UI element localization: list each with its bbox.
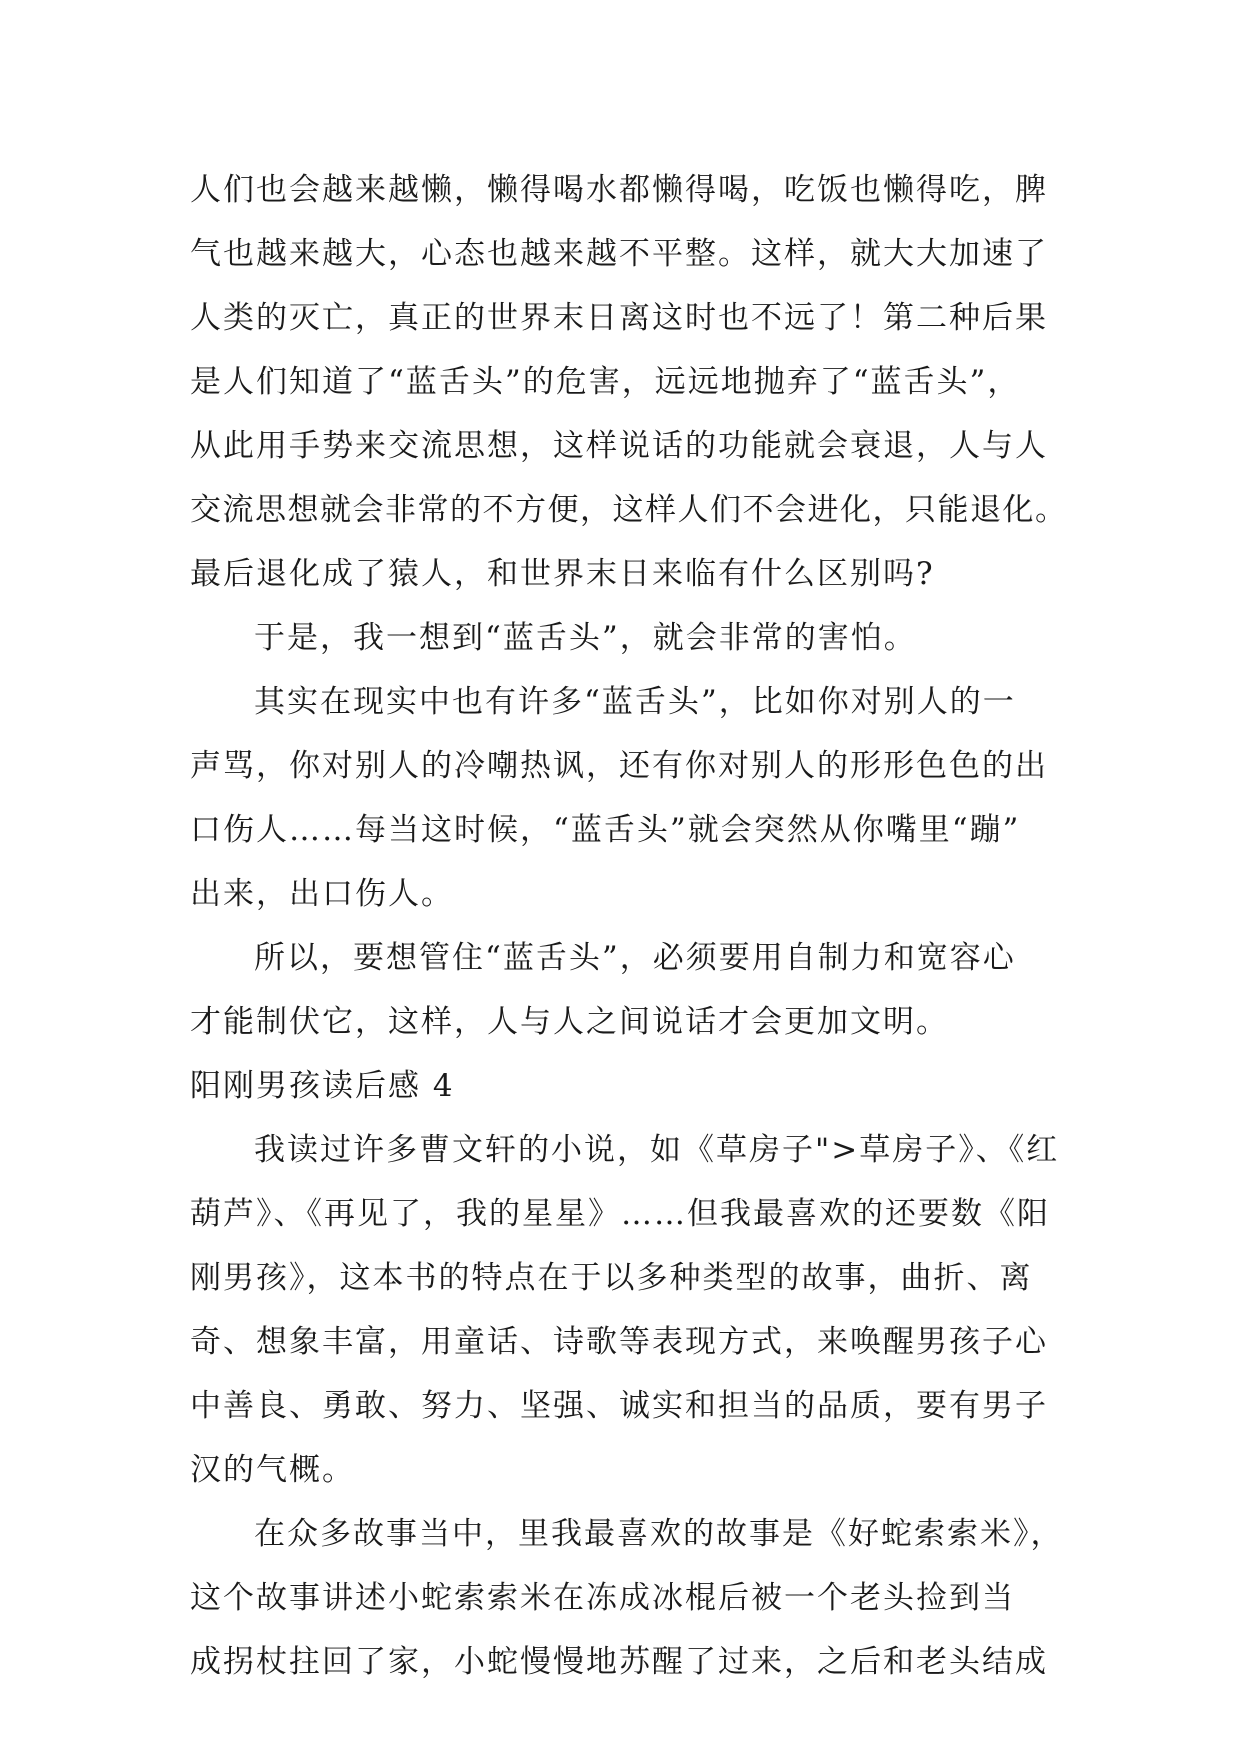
text-line: 这个故事讲述小蛇索索米在冻成冰棍后被一个老头捡到当	[190, 1580, 1015, 1616]
text-line: 中善良、勇敢、努力、坚强、诚实和担当的品质，要有男子	[190, 1388, 1048, 1424]
text-line: 最后退化成了猿人，和世界末日来临有什么区别吗?	[190, 556, 935, 592]
paragraph-first-line: 我读过许多曹文轩的小说，如《草房子">草房子》、《红	[254, 1132, 1060, 1168]
text-line: 奇、想象丰富，用童话、诗歌等表现方式，来唤醒男孩子心	[190, 1324, 1048, 1360]
paragraph-first-line: 在众多故事当中，里我最喜欢的故事是《好蛇索索米》，	[254, 1516, 1064, 1552]
text-line: 气也越来越大，心态也越来越不平整。这样，就大大加速了	[190, 236, 1048, 272]
text-line: 口伤人……每当这时候，“蓝舌头”就会突然从你嘴里“蹦”	[190, 812, 1021, 848]
text-line: 是人们知道了“蓝舌头”的危害，远远地抛弃了“蓝舌头”，	[190, 364, 1021, 400]
text-line: 成拐杖拄回了家，小蛇慢慢地苏醒了过来，之后和老头结成	[190, 1644, 1048, 1680]
paragraph-first-line: 所以，要想管住“蓝舌头”，必须要用自制力和宽容心	[254, 940, 1016, 976]
text-line: 葫芦》、《再见了，我的星星》……但我最喜欢的还要数《阳	[190, 1196, 1050, 1232]
text-line: 声骂，你对别人的冷嘲热讽，还有你对别人的形形色色的出	[190, 748, 1048, 784]
text-line: 从此用手势来交流思想，这样说话的功能就会衰退，人与人	[190, 428, 1048, 464]
document-body	[190, 158, 1068, 1694]
text-line: 才能制伏它，这样，人与人之间说话才会更加文明。	[190, 1004, 949, 1040]
text-line: 交流思想就会非常的不方便，这样人们不会进化，只能退化。	[190, 492, 1068, 528]
paragraph-first-line: 于是，我一想到“蓝舌头”，就会非常的害怕。	[254, 620, 917, 656]
text-line: 刚男孩》，这本书的特点在于以多种类型的故事，曲折、离	[190, 1260, 1033, 1296]
paragraph-first-line: 其实在现实中也有许多“蓝舌头”，比如你对别人的一	[254, 684, 1016, 720]
section-heading: 阳刚男孩读后感 4	[190, 1068, 455, 1104]
text-line: 人们也会越来越懒，懒得喝水都懒得喝，吃饭也懒得吃，脾	[190, 172, 1048, 208]
text-line: 人类的灭亡，真正的世界末日离这时也不远了！第二种后果	[190, 300, 1048, 336]
text-line: 汉的气概。	[190, 1452, 355, 1488]
text-line: 出来，出口伤人。	[190, 876, 454, 912]
